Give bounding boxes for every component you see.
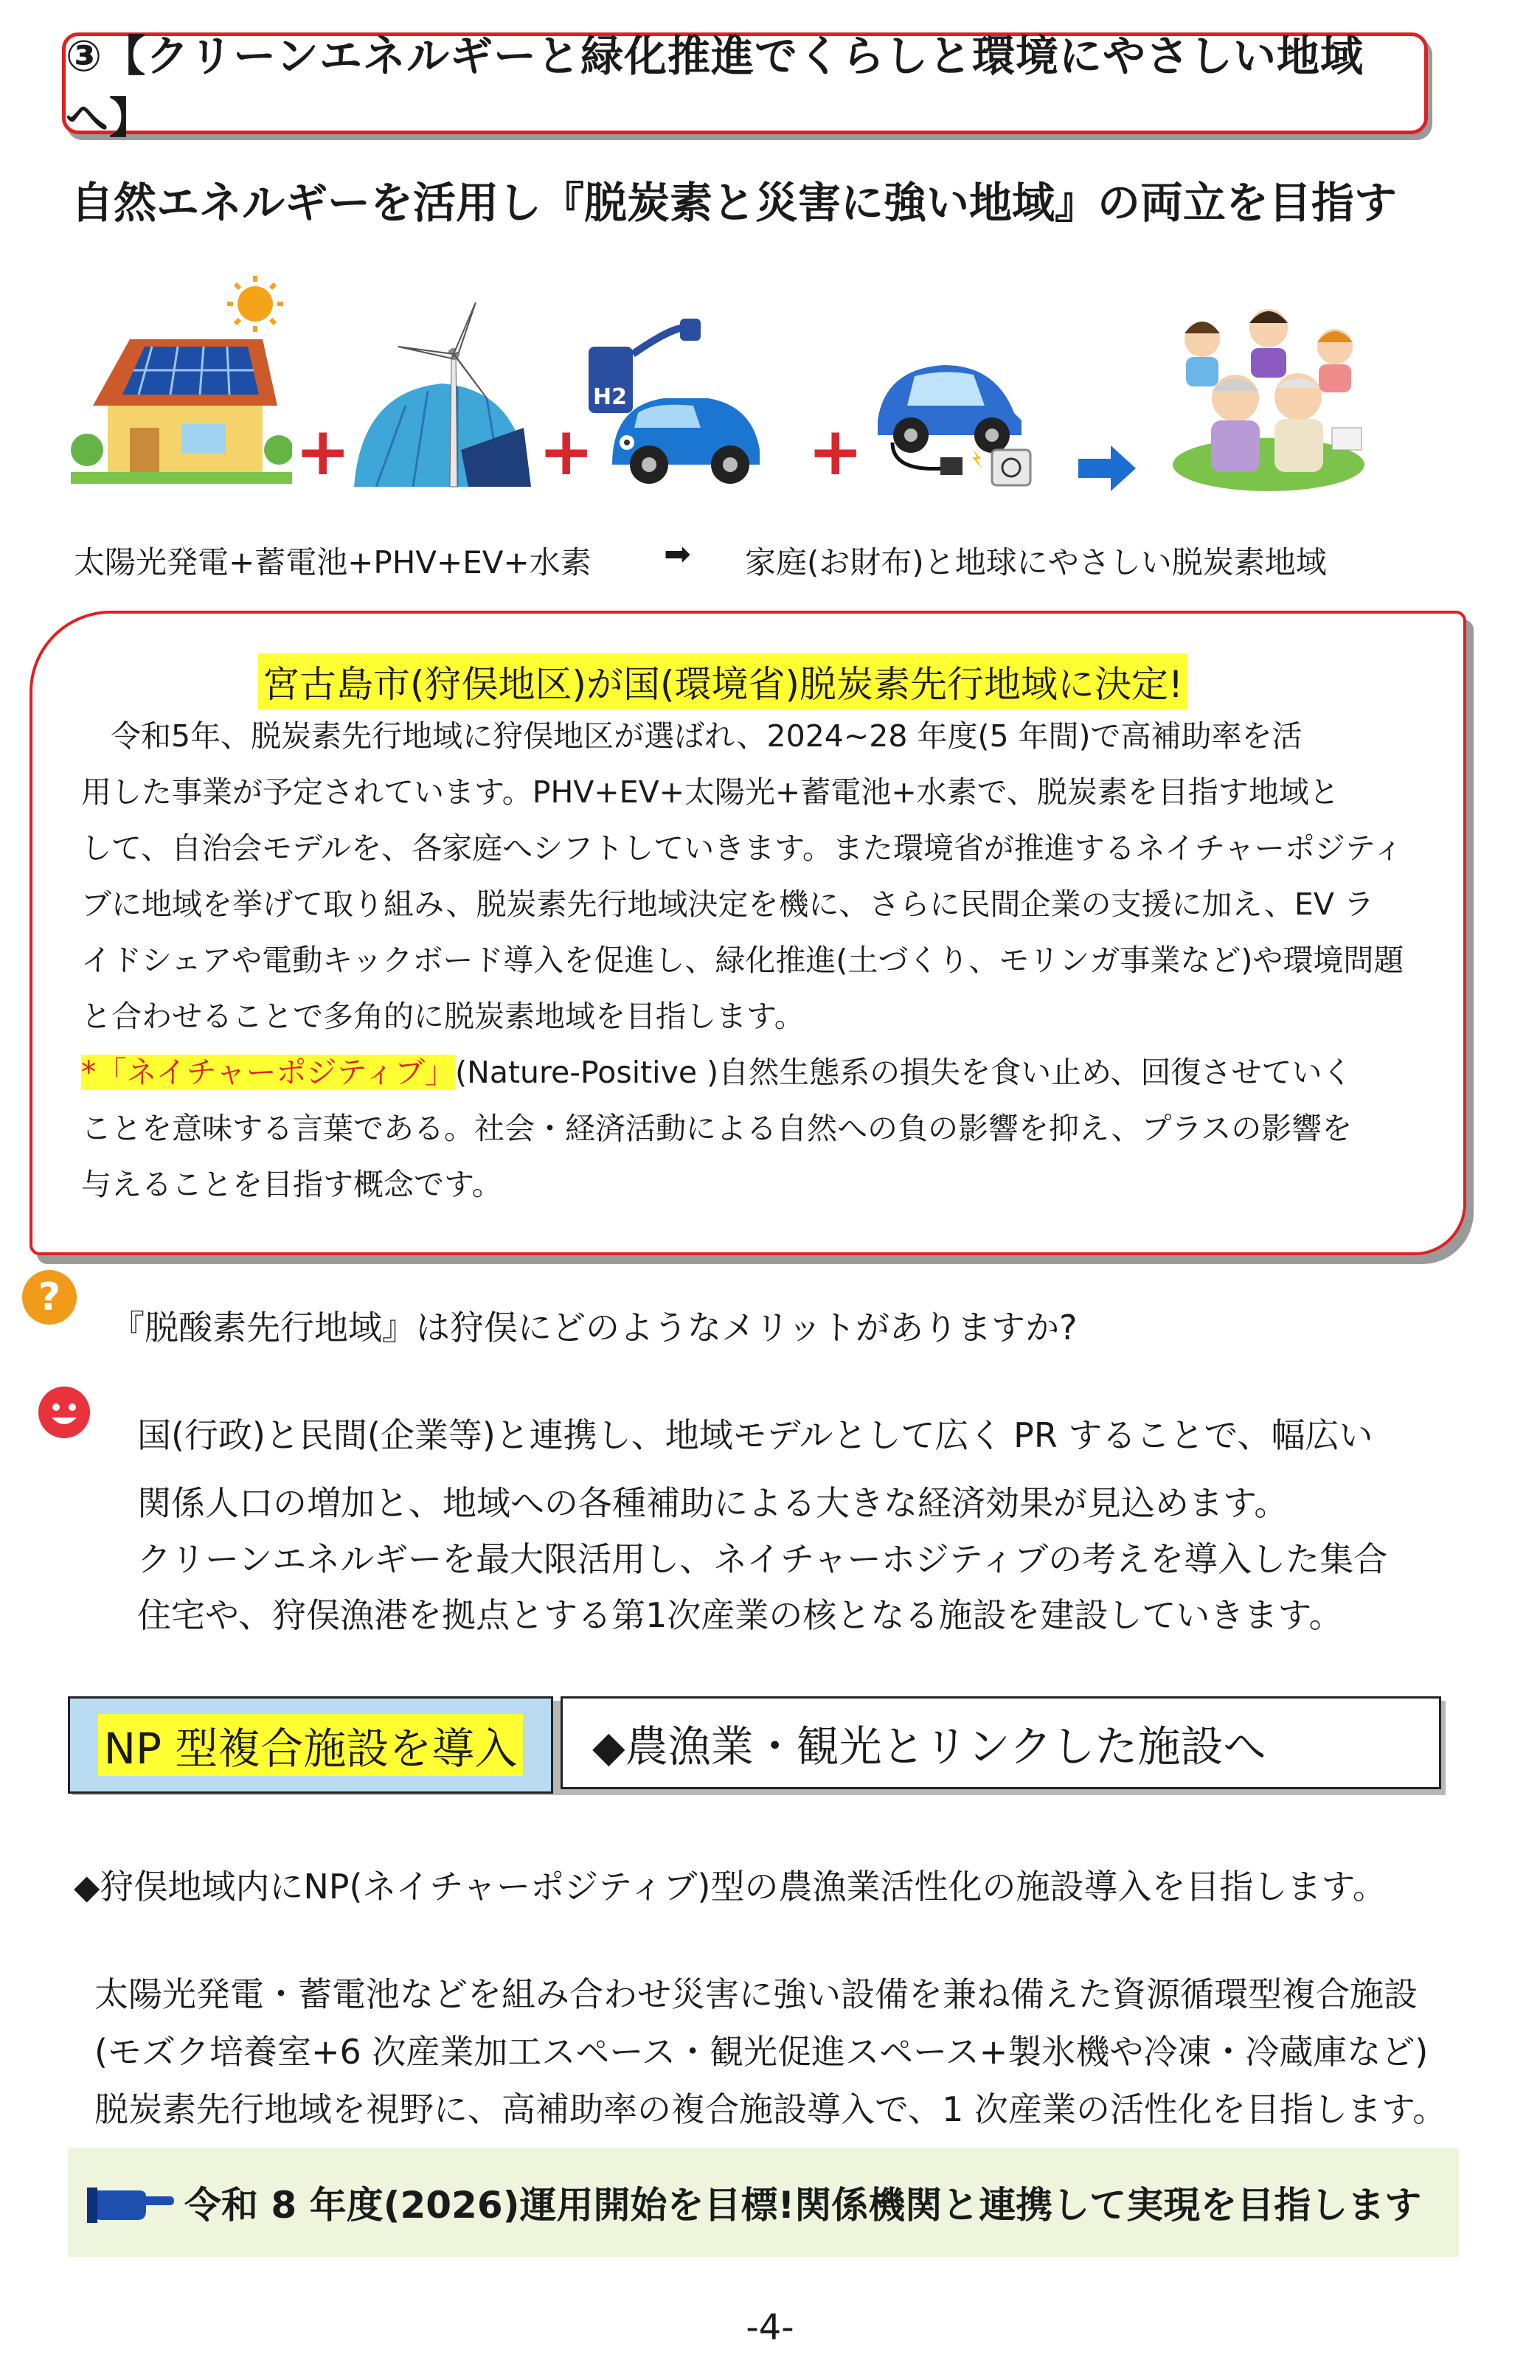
answer-line-4: 住宅や、狩俣漁港を拠点とする第1次産業の核となる施設を建設していきます。	[137, 1595, 1343, 1635]
np-facility-label: NP 型複合施設を導入	[98, 1714, 524, 1776]
question-text: 『脱酸素先行地域』は狩俣にどのようなメリットがありますか?	[111, 1308, 1078, 1347]
caption-arrow: ➡	[664, 535, 691, 573]
answer-line-2: 関係人口の増加と、地域への各種補助による大きな経済効果が見込めます。	[137, 1483, 1288, 1523]
note-line-3: 与えることを目指す概念です。	[81, 1167, 502, 1202]
callout-heading: 宮古島市(狩俣地区)が国(環境省)脱炭素先行地域に決定!	[258, 653, 1187, 710]
callout-line-3: して、自治会モデルを、各家庭へシフトしていきます。また環境省が推進するネイチャーポジティ	[81, 830, 1404, 866]
np-facility-box	[68, 1696, 553, 1794]
solar-house-icon	[71, 273, 292, 487]
answer-line-1: 国(行政)と民間(企業等)と連携し、地域モデルとして広く PR することで、幅広い	[137, 1415, 1373, 1455]
callout-line-1: 令和5年、脱炭素先行地域に狩俣地区が選ばれ、2024~28 年度(5 年間)で高補助率を活	[111, 718, 1303, 754]
smiley-icon	[37, 1385, 91, 1440]
goal-text: 令和 8 年度(2026)運用開始を目標!関係機関と連携して実現を目指します	[184, 2184, 1422, 2227]
facility-link-box	[561, 1696, 1441, 1789]
nature-positive-note	[81, 1044, 1352, 1100]
plus-icon-2: +	[538, 413, 594, 490]
callout-line-4: ブに地域を挙げて取り組み、脱炭素先行地域決定を機に、さらに民間企業の支援に加え、EV ラ	[81, 887, 1374, 922]
electric-car-icon	[863, 339, 1040, 487]
section-title: ③【クリーンエネルギーと緑化推進でくらしと環境にやさしい地域へ】	[62, 32, 1428, 134]
question-icon: ?	[22, 1270, 77, 1325]
answer-line-3: クリーンエネルギーを最大限活用し、ネイチャーホジティブの考えを導入した集合	[137, 1539, 1388, 1579]
facility-bullet: ◆狩俣地域内にNP(ネイチャーポジティブ)型の農漁業活性化の施設導入を目指します。	[74, 1867, 1387, 1907]
nature-positive-label: *「ネイチャーポジティブ」	[81, 1055, 456, 1090]
callout-line-5: イドシェアや電動キックボード導入を促進し、緑化推進(土づくり、モリンガ事業など)や環境問題	[81, 943, 1404, 978]
facility-line-2: (モズク培養室+6 次産業加工スペース・観光促進スペース+製氷機や冷凍・冷蔵庫など)	[94, 2032, 1429, 2072]
callout-line-2: 用した事業が予定されています。PHV+EV+太陽光+蓄電池+水素で、脱炭素を目指す地域と	[81, 774, 1339, 810]
community-people-icon	[1165, 295, 1372, 494]
pointing-hand-icon	[87, 2174, 176, 2226]
caption-energy-sources: 太陽光発電+蓄電池+PHV+EV+水素	[74, 544, 592, 580]
callout-line-6: と合わせることで多角的に脱炭素地域を目指します。	[81, 999, 805, 1034]
plus-icon-3: +	[808, 413, 864, 490]
section-subtitle: 自然エネルギーを活用し『脱炭素と災害に強い地域』の両立を目指す	[71, 178, 1398, 228]
note-line-2: ことを意味する言葉である。社会・経済活動による自然への負の影響を抑え、プラスの影響を	[81, 1111, 1353, 1146]
facility-line-3: 脱炭素先行地域を視野に、高補助率の複合施設導入で、1 次産業の活性化を目指します。	[94, 2089, 1447, 2129]
facility-line-1: 太陽光発電・蓄電池などを組み合わせ災害に強い設備を兼ね備えた資源循環型複合施設	[94, 1974, 1418, 2014]
hydrogen-car-icon	[583, 302, 767, 487]
caption-result: 家庭(お財布)と地球にやさしい脱炭素地域	[745, 544, 1327, 580]
h2-label: H2	[593, 384, 627, 410]
right-arrow-icon	[1078, 443, 1137, 494]
plus-icon-1: +	[295, 413, 351, 490]
facility-link-label: ◆農漁業・観光とリンクした施設へ	[592, 1721, 1266, 1772]
page-number: -4-	[746, 2307, 794, 2348]
nature-positive-definition: (Nature-Positive )自然生態系の損失を食い止め、回復させていく	[455, 1055, 1353, 1090]
wind-turbine-icon	[347, 302, 531, 494]
